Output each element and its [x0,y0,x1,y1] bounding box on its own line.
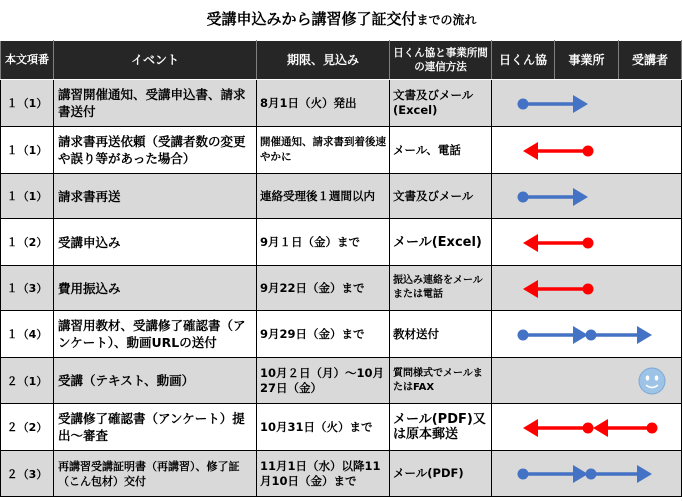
flow-arrows [492,177,682,217]
row-method: 質問様式でメールまたはFAX [390,358,492,404]
row-deadline: 連絡受理後１週間以内 [257,174,390,219]
table-row [1,80,682,127]
flow-arrows [492,84,682,124]
row-no: １（2） [1,219,54,266]
row-flow [492,311,682,358]
row-no: ２（3） [1,451,54,497]
header-office: 事業所 [555,41,619,80]
flow-arrows [492,361,682,401]
row-deadline: 8月1日（火）発出 [257,80,390,127]
row-event: 費用振込み [54,266,257,311]
row-event: 請求書再送依頼（受講者数の変更や誤り等があった場合） [54,127,257,174]
row-no: １（3） [1,266,54,311]
row-event: 再講習受講証明書（再講習）、修了証（こん包材）交付 [54,451,257,497]
row-event: 請求書再送 [54,174,257,219]
row-deadline: 11月1日（水）以降11月10日（金）まで [257,451,390,497]
row-event: 講習開催通知、受講申込書、請求書送付 [54,80,257,127]
row-no: １（1） [1,127,54,174]
row-event: 受講（テキスト、動画） [54,358,257,404]
row-method: メール(PDF)又は原本郵送 [390,404,492,451]
left-arrow-icon [593,419,658,437]
table-row [1,358,682,404]
row-flow [492,127,682,174]
table-row [1,174,682,219]
row-deadline: 10月31日（火）まで [257,404,390,451]
flow-table [0,40,682,497]
smiley-face-icon [639,368,665,394]
title-sub: までの流れ [416,13,477,27]
header-no: 本文項番 [1,41,54,80]
header-deadline: 期限、見込み [257,41,390,80]
row-method: メール(PDF) [390,451,492,497]
right-arrow-icon [518,95,589,113]
row-deadline: 10月２日（月）～10月27日（金） [257,358,390,404]
row-method: 振込み連絡をメールまたは電話 [390,266,492,311]
row-no: ２（1） [1,358,54,404]
table-row [1,219,682,266]
row-no: １（1） [1,174,54,219]
header-student: 受講者 [619,41,682,80]
header-event: イベント [54,41,257,80]
flow-arrows [492,223,682,263]
row-event: 受講修了確認書（アンケート）提出～審査 [54,404,257,451]
row-flow [492,174,682,219]
table-row [1,311,682,358]
header-method: 日くん協と事業所間の連信方法 [390,41,492,80]
left-arrow-icon [523,142,594,160]
left-arrow-icon [523,419,594,437]
table-row [1,127,682,174]
row-event: 講習用教材、受講修了確認書（アンケート）、動画URLの送付 [54,311,257,358]
header-row [1,41,682,80]
row-flow [492,266,682,311]
page-title [0,0,683,36]
row-method: メール、電話 [390,127,492,174]
table-row [1,266,682,311]
row-deadline: 開催通知、請求書到着後速やかに [257,127,390,174]
table-row [1,451,682,497]
row-deadline: 9月１日（金）まで [257,219,390,266]
row-method: 教材送付 [390,311,492,358]
row-method: 文書及びメール(Excel) [390,80,492,127]
row-method: 文書及びメール [390,174,492,219]
row-deadline: 9月22日（金）まで [257,266,390,311]
row-no: １（4） [1,311,54,358]
title-main: 受講申込みから講習修了証交付 [206,10,417,28]
flow-arrows [492,315,682,355]
left-arrow-icon [523,234,594,252]
flow-arrows [492,131,682,171]
row-event: 受講申込み [54,219,257,266]
row-deadline: 9月29日（金）まで [257,311,390,358]
table-row [1,404,682,451]
flow-arrows [492,408,682,448]
right-arrow-icon [518,465,589,483]
header-nikun: 日くん協 [492,41,555,80]
row-flow [492,358,682,404]
row-method: メール(Excel) [390,219,492,266]
right-arrow-icon [518,188,589,206]
row-flow [492,451,682,497]
row-flow [492,80,682,127]
flow-arrows [492,269,682,309]
right-arrow-icon [518,326,589,344]
row-flow [492,219,682,266]
flow-arrows [492,454,682,494]
row-flow [492,404,682,451]
row-no: １（1） [1,80,54,127]
row-no: ２（2） [1,404,54,451]
right-arrow-icon [586,465,653,483]
right-arrow-icon [586,326,653,344]
left-arrow-icon [523,280,594,298]
